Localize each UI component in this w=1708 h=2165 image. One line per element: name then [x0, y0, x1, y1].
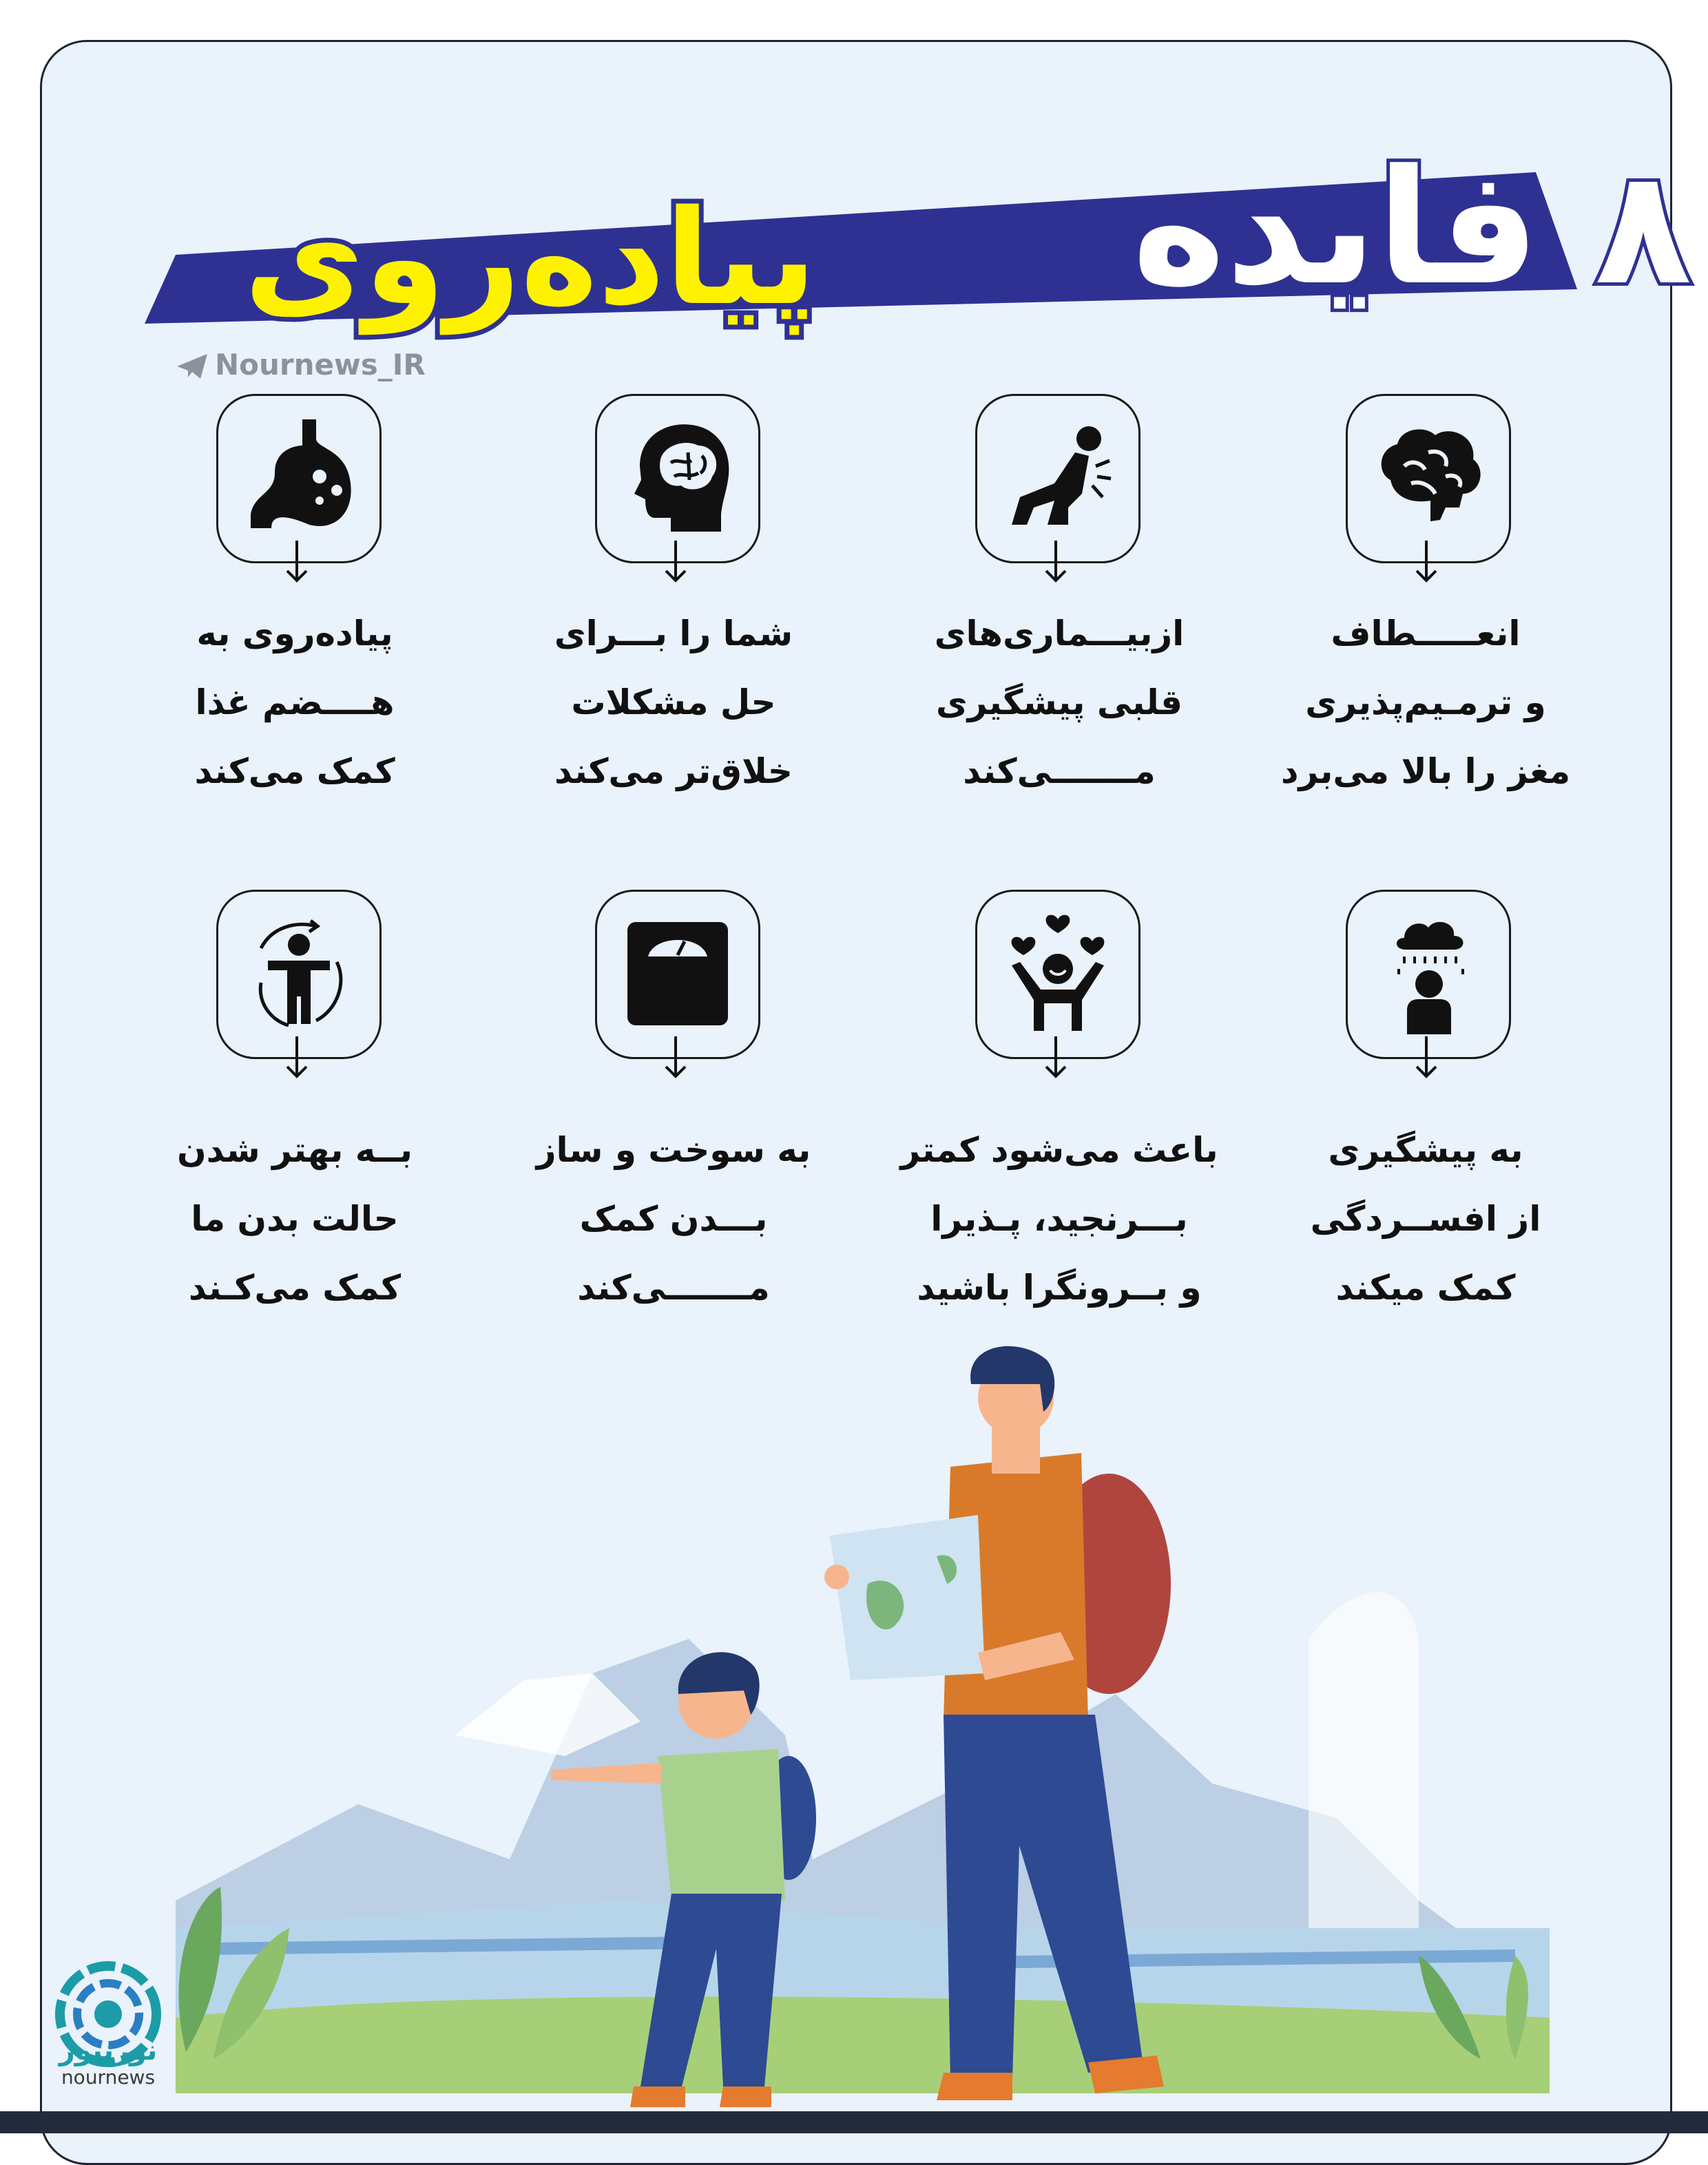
social-handle: Nournews_IR [215, 348, 426, 381]
benefit-8-text: بــه بهتر شدن حالت بدن ما کمک می‌کـند [176, 1130, 413, 1308]
benefit-4-text: پیاده‌روی به هــــضم غذا کمک می‌کند [194, 614, 395, 791]
benefit-2-text: ازبیـــماری‌های قلبی پیشگیری مـــــــی‌کند [934, 614, 1185, 791]
benefit-7-text: به سوخت و ساز بـــدن کمک مـــــــی‌کند [536, 1130, 811, 1308]
bottom-bar [0, 2111, 1708, 2133]
benefit-6-text: باعث می‌شود کمتر بـــرنجید، پـذیرا و بــرونگرا باشید [900, 1130, 1218, 1308]
benefit-3-text: شما را بـــرای حل مشکلات خلاق‌تر می‌کند [554, 614, 793, 791]
logo-name: نورنیوز [59, 2035, 158, 2067]
title-main: ۸ فایده [1132, 136, 1692, 320]
benefit-5-text: به پیشگیری از افســردگی کمک میکند [1310, 1130, 1541, 1308]
logo-subtitle: nournews [61, 2066, 156, 2089]
benefit-1-text: انعـــــطاف و ترمـیم‌پذیری مغز را بالا می‌برد [1280, 614, 1571, 791]
title-highlight: پیاده‌روی [244, 182, 817, 334]
ground [176, 1997, 1550, 2093]
